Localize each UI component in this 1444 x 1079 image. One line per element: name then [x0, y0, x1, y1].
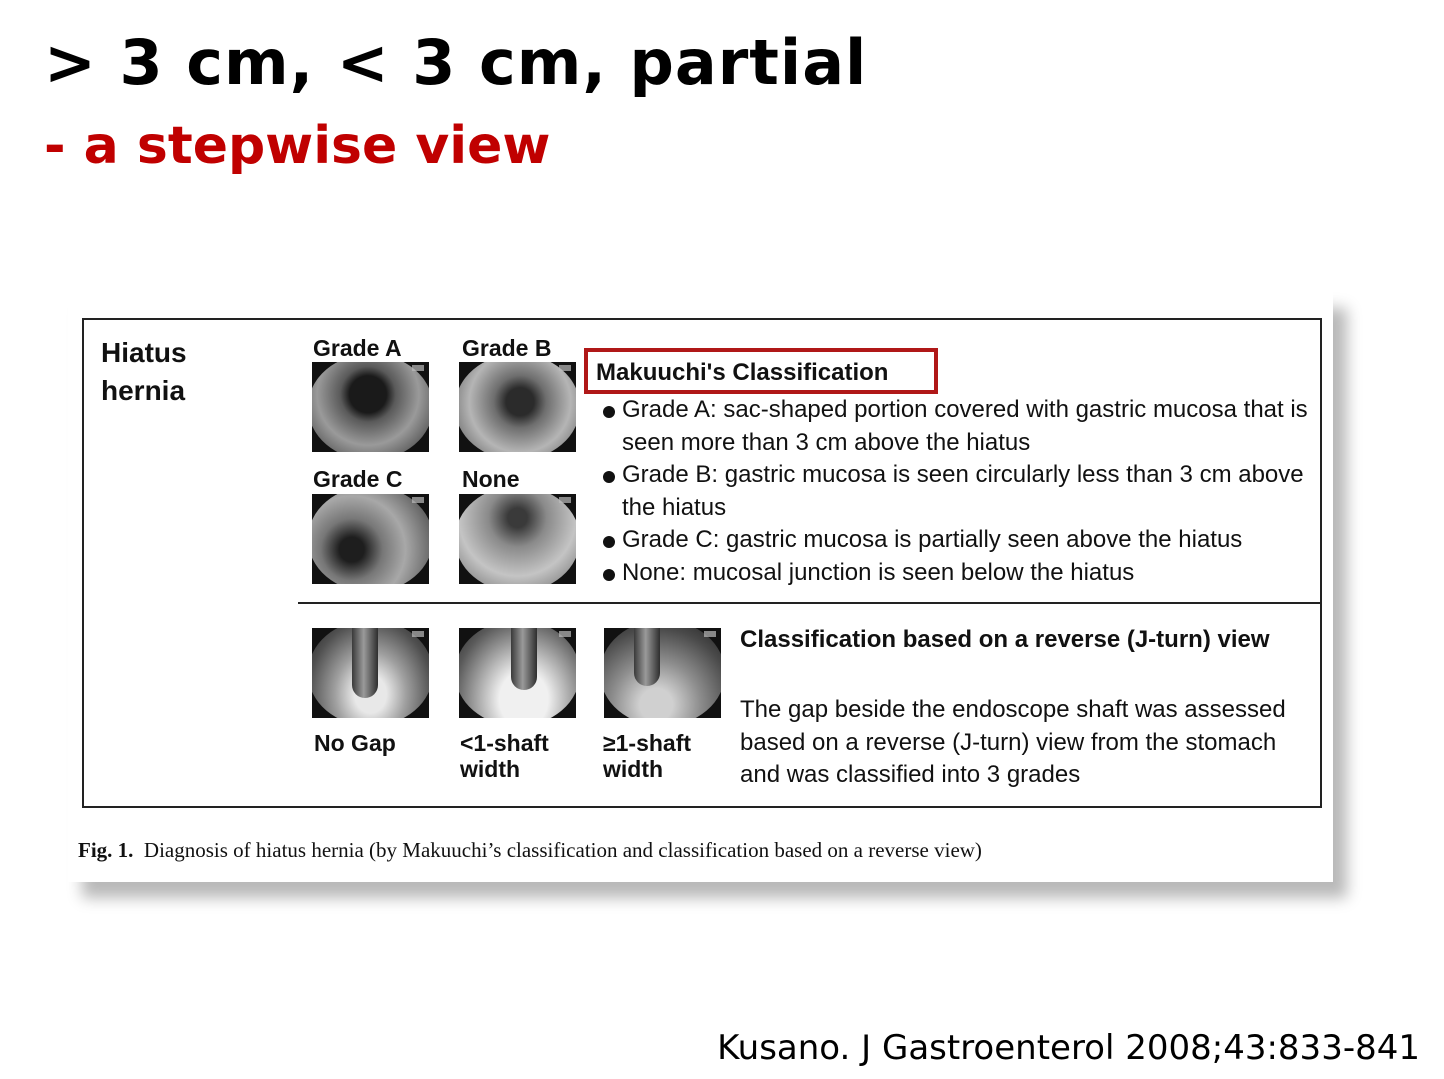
bullet-dot-icon — [603, 406, 615, 418]
grade-a-label: Grade A — [313, 335, 402, 361]
grade-none-label: None — [462, 466, 520, 492]
lt1-shaft-label: <1-shaft width — [460, 730, 549, 782]
section-title — [101, 334, 187, 410]
figure-caption — [78, 838, 982, 863]
citation: Kusano. J Gastroenterol 2008;43:833-841 — [717, 1028, 1420, 1068]
endoscopy-image-none — [459, 494, 576, 584]
grade-c-label: Grade C — [313, 466, 403, 492]
bullet-grade-a: Grade A: sac-shaped portion covered with gastric mucosa that is seen more than 3 cm above the hiatus — [600, 394, 1310, 459]
ge1-shaft-label: ≥1-shaft width — [603, 730, 692, 782]
slide-subtitle: - a stepwise view — [44, 116, 551, 176]
slide-title: > 3 cm, < 3 cm, partial — [44, 26, 868, 99]
endoscopy-image-lt1-shaft — [459, 628, 576, 718]
bullet-grade-c: Grade C: gastric mucosa is partially seen above the hiatus — [600, 524, 1310, 557]
figure-card — [68, 292, 1333, 882]
reverse-view-description: The gap beside the endoscope shaft was assessed based on a reverse (J-turn) view from the stomach and was classified into 3 grades — [740, 696, 1286, 788]
grade-b-label: Grade B — [462, 335, 552, 361]
bullet-grade-b: Grade B: gastric mucosa is seen circularly less than 3 cm above the hiatus — [600, 459, 1310, 524]
section-divider — [298, 602, 1322, 604]
classification-bullets — [600, 394, 1310, 589]
bullet-dot-icon — [603, 471, 615, 483]
section-title-line1: Hiatus — [101, 337, 187, 368]
no-gap-label: No Gap — [314, 730, 396, 756]
caption-label: Fig. 1. — [78, 838, 134, 862]
endoscopy-image-ge1-shaft — [604, 628, 721, 718]
section-title-line2: hernia — [101, 375, 186, 406]
bullet-none: None: mucosal junction is seen below the hiatus — [600, 557, 1310, 590]
figure-frame — [82, 318, 1322, 808]
caption-text: Diagnosis of hiatus hernia (by Makuuchi’s classification and classification based on a reverse view) — [143, 838, 982, 862]
endoscopy-image-no-gap — [312, 628, 429, 718]
bullet-dot-icon — [603, 569, 615, 581]
endoscopy-image-grade-c — [312, 494, 429, 584]
endoscopy-image-grade-b — [459, 362, 576, 452]
classification-title: Makuuchi's Classification — [596, 359, 889, 386]
bullet-dot-icon — [603, 536, 615, 548]
reverse-view-title: Classification based on a reverse (J-turn) view — [740, 626, 1270, 653]
endoscopy-image-grade-a — [312, 362, 429, 452]
